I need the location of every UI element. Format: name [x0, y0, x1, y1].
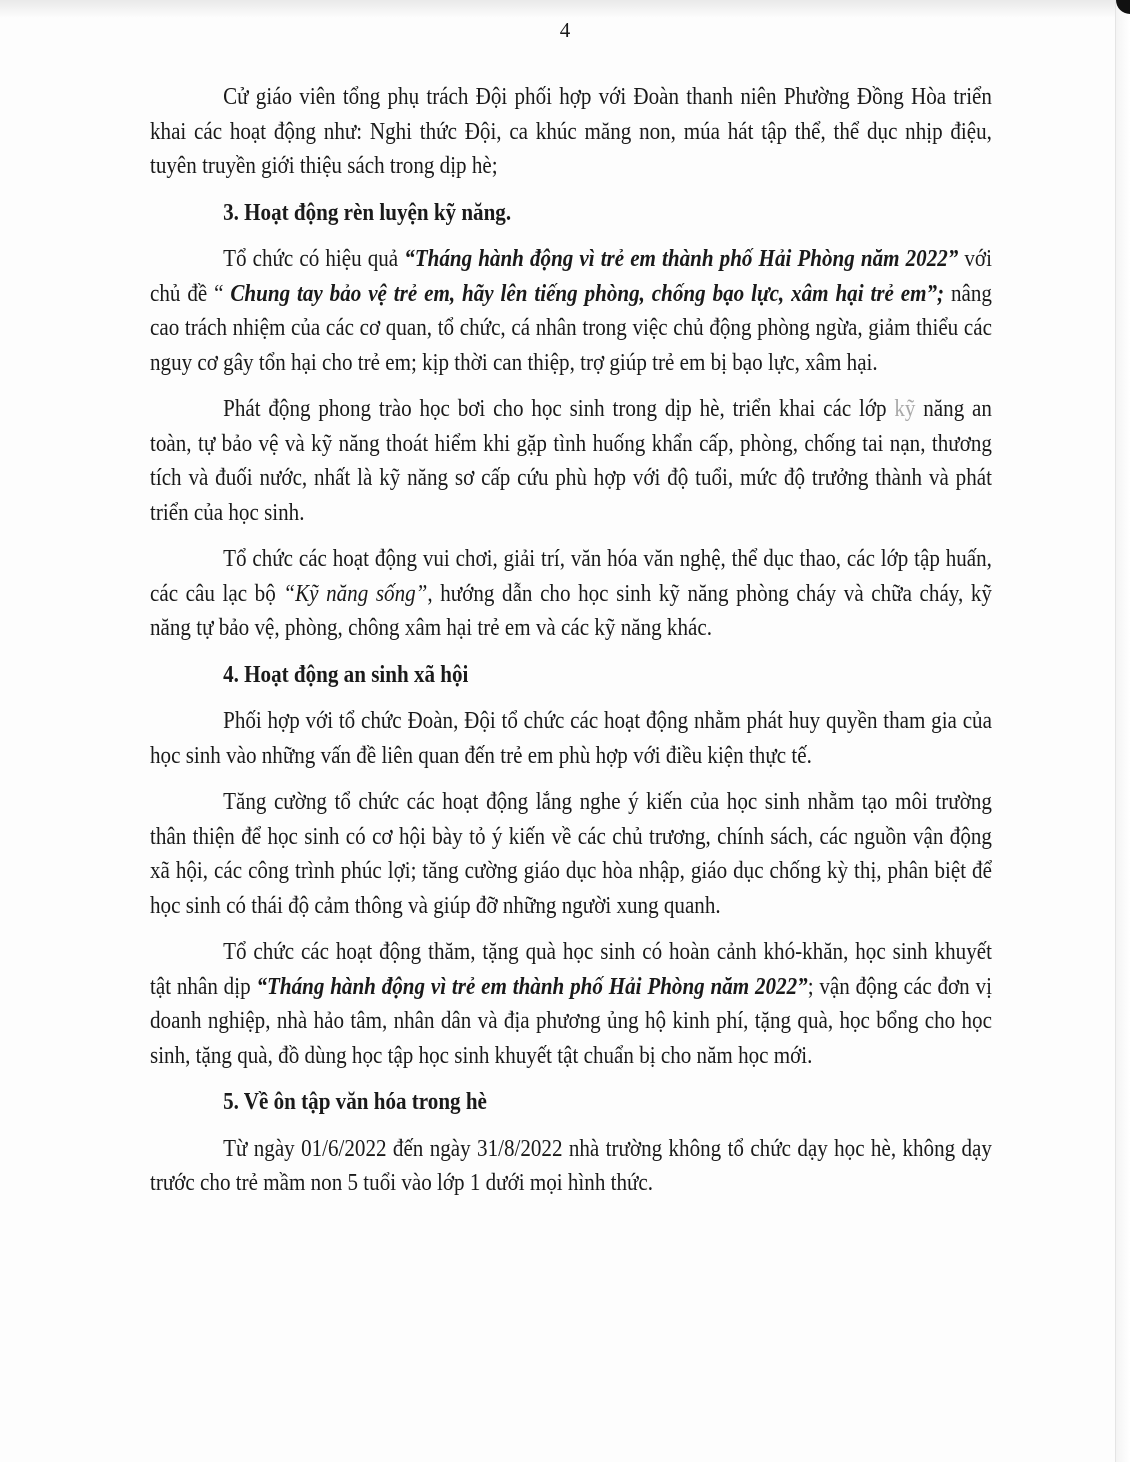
paragraph: Tăng cường tổ chức các hoạt động lắng nghe ý kiến của học sinh nhằm tạo môi trường thân thiện để học sinh có cơ hội bày tỏ ý kiến về các chủ trương, chính sách, các nguồn vận động xã hội, các công trình phúc lợi; tăng cường giáo dục hòa nhập, giáo dục chống kỳ thị, phân biệt để học sinh có thái độ cảm thông và giúp đỡ những người xung quanh.: [150, 788, 992, 919]
text-run: ; vận động các đơn vị doanh nghiệp, nhà hảo tâm, nhân dân và địa phương ủng hộ kinh phí, tặng quà, học bổng cho học sinh, tặng quà, đồ dùng học tập học sinh khuyết tật chuẩn bị cho năm học mới.: [150, 972, 992, 1069]
text-run: năng an toàn, tự bảo vệ và kỹ năng thoát hiểm khi gặp tình huống khẩn cấp, phòng, chống tai nạn, thương tích và đuối nước, nhất là kỹ năng sơ cấp cứu phù hợp với độ tuổi, mức độ trưởng thành và phát triển của học sinh.: [150, 395, 992, 526]
section-heading-4: 4. Hoạt động an sinh xã hội: [223, 660, 469, 688]
emphasis-text: Chung tay bảo vệ trẻ em, hãy lên tiếng phòng, chống bạo lực, xâm hại trẻ em”;: [230, 279, 945, 307]
text-run: Phát động phong trào học bơi cho học sinh trong dịp hè, triển khai các lớp: [223, 395, 895, 422]
paragraph: Từ ngày 01/6/2022 đến ngày 31/8/2022 nhà trường không tổ chức dạy học hè, không dạy trước cho trẻ mầm non 5 tuổi vào lớp 1 dưới mọi hình thức.: [150, 1134, 992, 1196]
paragraph: [150, 392, 992, 530]
text-run: với chủ đề “: [150, 245, 992, 307]
paragraph: [150, 542, 992, 646]
section-heading-5: 5. Về ôn tập văn hóa trong hè: [223, 1088, 487, 1115]
text-run: Tổ chức có hiệu quả: [223, 245, 405, 272]
text-run: nâng cao trách nhiệm của các cơ quan, tổ chức, cá nhân trong việc chủ động phòng ngừa, giảm thiểu các nguy cơ gây tổn hại cho trẻ em; kịp thời can thiệp, trợ giúp trẻ em bị bạo lực, xâm hại.: [150, 279, 992, 376]
emphasis-text: “Tháng hành động vì trẻ em thành phố Hải Phòng năm 2022”: [256, 972, 808, 1000]
paragraph: [150, 242, 992, 380]
paragraph: Cử giáo viên tổng phụ trách Đội phối hợp với Đoàn thanh niên Phường Đồng Hòa triển khai các hoạt động như: Nghi thức Đội, ca khúc măng non, múa hát tập thể, thể dục nhịp điệu, tuyên truyền giới thiệu sách trong dịp hè;: [150, 83, 992, 179]
faint-text: kỹ: [894, 395, 916, 422]
paragraph: Phối hợp với tổ chức Đoàn, Đội tổ chức các hoạt động nhằm phát huy quyền tham gia của học sinh vào những vấn đề liên quan đến trẻ em phù hợp với điều kiện thực tế.: [150, 707, 992, 769]
section-heading-3: 3. Hoạt động rèn luyện kỹ năng.: [223, 198, 512, 226]
scan-shadow: [0, 0, 1130, 18]
document-body: [150, 80, 992, 1213]
text-run: Tổ chức các hoạt động vui chơi, giải trí, văn hóa văn nghệ, thể dục thao, các lớp tập huấn, các câu lạc bộ: [150, 545, 992, 607]
paragraph: [150, 935, 992, 1073]
text-run: Tổ chức các hoạt động thăm, tặng quà học sinh có hoàn cảnh khó-khăn, học sinh khuyết tật nhân dịp: [150, 938, 992, 1000]
scan-edge: [1115, 0, 1130, 1462]
emphasis-text: “Tháng hành động vì trẻ em thành phố Hải Phòng năm 2022”: [404, 245, 959, 272]
italic-text: “Kỹ năng sống”: [283, 579, 428, 607]
page-number: 4: [559, 18, 571, 42]
text-run: , hướng dẫn cho học sinh kỹ năng phòng cháy và chữa cháy, kỹ năng tự bảo vệ, phòng, chông xâm hại trẻ em và các kỹ năng khác.: [150, 579, 992, 641]
